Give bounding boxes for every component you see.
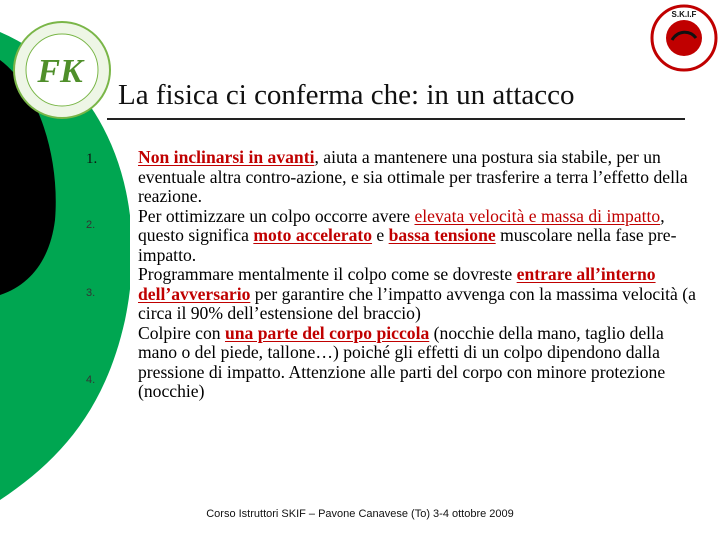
item-2-part-2: elevata velocità e massa di impatto — [414, 205, 661, 226]
item-3-part-1: Programmare mentalmente il colpo come se dovreste — [138, 264, 517, 284]
list-item-2 — [138, 207, 698, 266]
item-4-part-1: Colpire con — [138, 322, 225, 343]
fk-logo — [10, 18, 114, 122]
list-item-3 — [138, 265, 698, 324]
item-3-part-3: per garantire che l’impatto avvenga con la massima velocità (a circa il 90% dell’estensione del braccio) — [138, 283, 696, 323]
numbered-list — [138, 148, 698, 402]
list-item-1 — [138, 148, 698, 207]
item-2-part-3: , questo significa — [138, 205, 665, 245]
item-2-part-6: bassa tensione — [388, 225, 496, 245]
item-number-4: 4. — [86, 374, 96, 386]
skif-logo-text: S.K.I.F — [671, 10, 697, 19]
item-2-part-7: muscolare nella fase pre-impatto. — [138, 225, 677, 265]
item-3-part-2: entrare all’interno dell’avversario — [138, 264, 656, 304]
item-2-part-1: Per ottimizzare un colpo occorre avere — [138, 205, 415, 226]
skif-logo — [650, 4, 718, 72]
item-4-part-2: una parte del corpo piccola — [224, 322, 430, 343]
item-number-1: 1. — [86, 151, 98, 167]
title-divider — [107, 118, 685, 120]
item-number-3: 3. — [86, 287, 96, 299]
fk-logo-text: FK — [37, 53, 83, 90]
list-item-4 — [138, 324, 698, 402]
item-4-part-3: (nocchie della mano, taglio della mano o del piede, tallone…) poiché gli effetti di un colpo dipendono dalla pressione di impatto. Attenzione alle parti del corpo con minore protezione (nocchie) — [138, 322, 666, 401]
item-2-part-4: moto accelerato — [253, 225, 373, 245]
item-2-part-5: e — [372, 225, 389, 245]
slide-footer: Corso Istruttori SKIF – Pavone Canavese (To) 3-4 ottobre 2009 — [206, 508, 514, 520]
item-1-part-1: Non inclinarsi in avanti — [138, 147, 315, 167]
item-number-2: 2. — [86, 219, 96, 231]
slide-title: La fisica ci conferma che: in un attacco — [118, 79, 575, 111]
item-1-part-2: , aiuta a mantenere una postura sia stabile, per un eventuale altra contro-azione, e sia ottimale per trasferire a terra l’effetto della reazione. — [138, 147, 688, 206]
